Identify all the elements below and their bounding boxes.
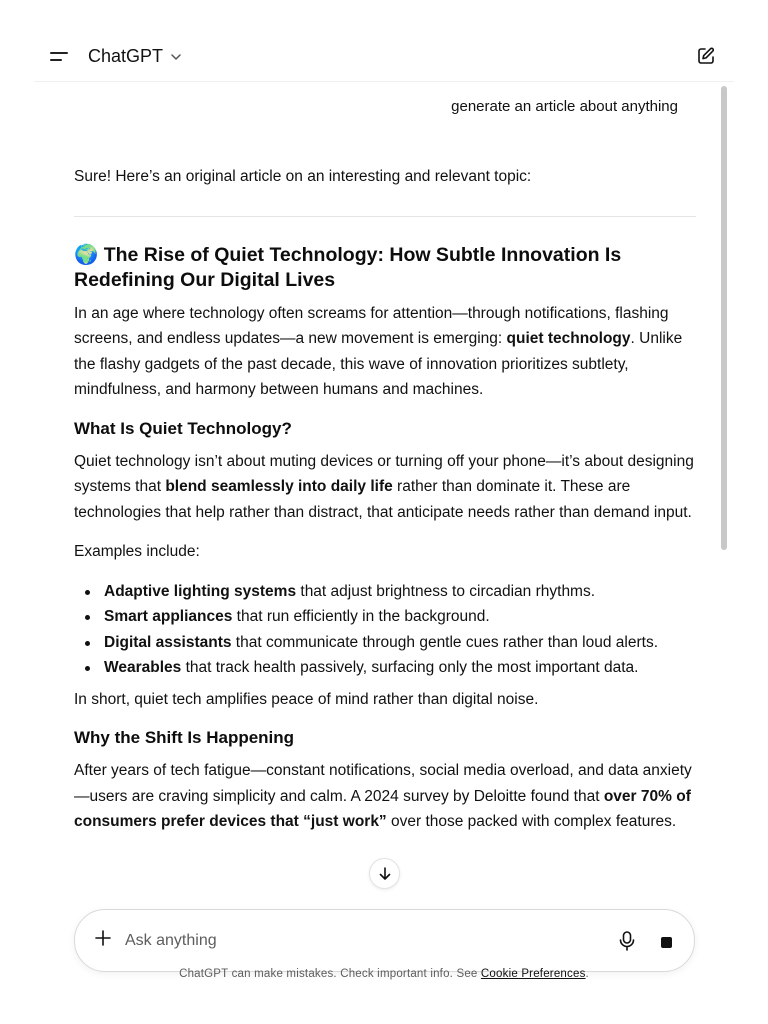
divider <box>74 216 696 217</box>
examples-label: Examples include: <box>74 543 200 560</box>
list-item <box>74 604 696 630</box>
paragraph-definition <box>74 449 696 526</box>
text: After years of tech fatigue—constant notifications, social media overload, and data anxiety—users are craving simplicity and calm. A 2024 survey by Deloitte found that <box>74 762 692 805</box>
menu-icon-line <box>50 59 62 61</box>
sidebar-toggle-button[interactable] <box>50 48 72 66</box>
paragraph-summary: In short, quiet tech amplifies peace of mind rather than digital noise. <box>74 690 539 708</box>
bold-text: Adaptive lighting systems <box>104 582 297 600</box>
composer <box>74 909 695 972</box>
disclaimer <box>0 968 768 980</box>
bold-text: blend seamlessly into daily life <box>165 478 393 495</box>
text: rather than dominate it. These are technologies that help rather than distract, that anticipate needs rather than demand input. <box>74 478 692 521</box>
article-title <box>74 243 696 293</box>
plus-icon[interactable] <box>93 928 113 948</box>
bold-text: over 70% of consumers prefer devices that “just work” <box>74 787 691 830</box>
bold-text: Wearables <box>104 659 182 676</box>
menu-icon <box>50 52 68 54</box>
chevron-down-icon <box>169 50 183 64</box>
bold-text: Smart appliances <box>104 608 233 625</box>
section-heading: Why the Shift Is Happening <box>74 728 295 747</box>
text: that communicate through gentle cues rather than loud alerts. <box>231 633 658 651</box>
list-item <box>74 579 696 605</box>
text: . Unlike the flashy gadgets of the past decade, this wave of innovation prioritizes subtlety, mindfulness, and harmony between humans and machines. <box>74 330 683 398</box>
bold-text: Digital assistants <box>104 633 232 651</box>
top-bar <box>34 32 734 82</box>
examples-list <box>74 579 696 681</box>
article-title-text: The Rise of Quiet Technology: How Subtle Innovation Is Redefining Our Digital Lives <box>74 243 622 291</box>
text: that run efficiently in the background. <box>232 608 490 625</box>
paragraph-shift <box>74 758 696 835</box>
model-selector[interactable] <box>88 46 183 67</box>
new-chat-icon[interactable] <box>696 46 716 66</box>
section-heading: What Is Quiet Technology? <box>74 418 292 438</box>
list-item <box>74 655 696 681</box>
text: Quiet technology isn’t about muting devices or turning off your phone—it’s about designing systems that <box>74 452 694 495</box>
prompt-input[interactable] <box>125 928 595 954</box>
user-message: generate an article about anything <box>451 98 678 115</box>
paragraph-intro <box>74 301 696 403</box>
arrow-down-icon <box>377 866 393 882</box>
list-item <box>74 630 696 656</box>
scroll-to-bottom-button[interactable] <box>369 858 400 889</box>
text: over those packed with complex features. <box>386 813 677 830</box>
stop-icon <box>661 937 672 948</box>
disclaimer-end: . <box>585 968 589 980</box>
bold-text: quiet technology <box>506 330 631 347</box>
disclaimer-text: ChatGPT can make mistakes. Check important info. See <box>179 968 481 980</box>
stop-button[interactable] <box>658 934 674 950</box>
text: that adjust brightness to circadian rhythms. <box>296 582 596 600</box>
scrollbar-thumb[interactable] <box>721 86 727 550</box>
conversation-scroll-area[interactable] <box>34 84 734 904</box>
cookie-preferences-link[interactable]: Cookie Preferences <box>480 968 586 980</box>
microphone-icon[interactable] <box>617 930 637 952</box>
text: In an age where technology often screams for attention—through notifications, flashing screens, and endless updates—a new movement is emerging: <box>74 304 669 347</box>
model-name: ChatGPT <box>88 46 164 66</box>
assistant-message <box>74 164 696 849</box>
globe-icon: 🌍 <box>74 243 99 266</box>
text: that track health passively, surfacing only the most important data. <box>181 659 639 676</box>
assistant-intro: Sure! Here’s an original article on an interesting and relevant topic: <box>74 168 532 185</box>
